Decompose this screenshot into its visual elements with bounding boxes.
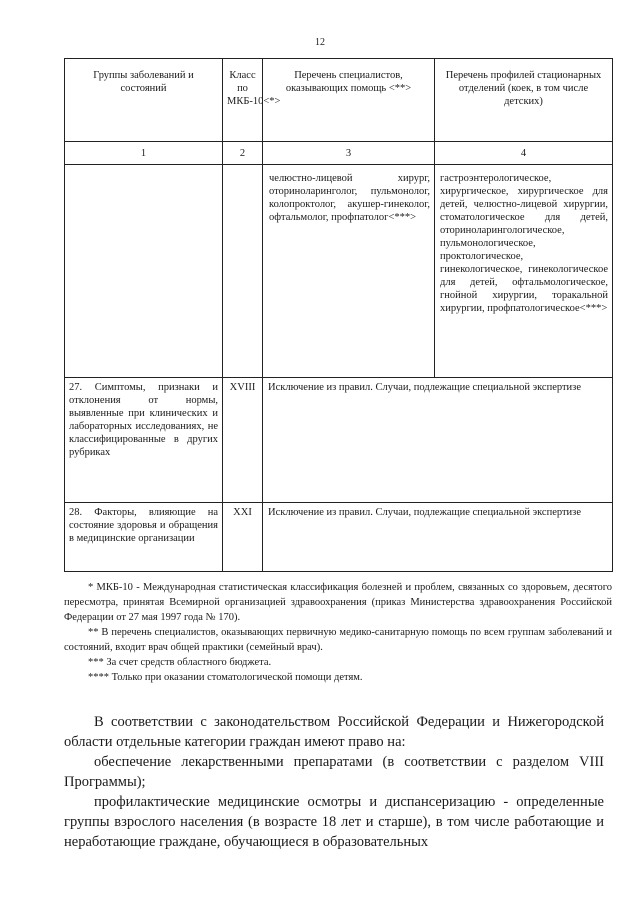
body-text [64, 712, 604, 852]
empty-cell [223, 165, 263, 378]
header-inpatient-profiles: Перечень профилей стационарных отделений (коек, в том числе детских) [435, 59, 613, 142]
table-row [65, 378, 613, 503]
column-number: 3 [263, 142, 435, 165]
disease-group-cell: 28. Факторы, влияющие на состояние здоровья и обращения в медицинские организации [65, 503, 223, 572]
page-number: 12 [315, 37, 325, 48]
paragraph: обеспечение лекарственными препаратами (в соответствии с разделом VIII Программы); [64, 754, 604, 790]
continuation-row [65, 165, 613, 378]
footnotes [64, 580, 612, 685]
column-number-row [65, 142, 613, 165]
table-row [65, 503, 613, 572]
paragraph: профилактические медицинские осмотры и диспансеризацию - определенные группы взрослого населения (в возрасте 18 лет и старше), в том числе работающие и неработающие граждане, обучающиеся в образовательных [64, 794, 604, 850]
exception-cell: Исключение из правил. Случаи, подлежащие специальной экспертизе [263, 503, 613, 572]
footnote: **** Только при оказании стоматологической помощи детям. [88, 672, 363, 683]
table-header-row [65, 59, 613, 142]
header-disease-groups: Группы заболеваний и состояний [65, 59, 223, 142]
column-number: 2 [223, 142, 263, 165]
footnote: *** За счет средств областного бюджета. [88, 657, 272, 668]
header-icd-class: Класс по МКБ-10<*> [223, 59, 263, 142]
column-number: 4 [435, 142, 613, 165]
disease-group-cell: 27. Симптомы, признаки и отклонения от нормы, выявленные при клинических и лабораторных исследованиях, не классифицированные в других рубриках [65, 378, 223, 503]
profiles-cell: гастроэнтерологическое, хирургическое, хирургическое для детей, челюстно-лицевой хирургии, стоматологическое для детей, оториноларингологическое, пульмонологическое, проктологическое, гинекологическое, гинекологическое для детей, офтальмологическое, гнойной хирургии, торакальной хирургии, профпатологическое<***> [435, 165, 613, 378]
icd-class-cell: XVIII [223, 378, 263, 503]
specialists-cell: челюстно-лицевой хирург, оториноларинголог, пульмонолог, колопроктолог, акушер-гинеколог, офтальмолог, профпатолог<***> [263, 165, 435, 378]
disease-groups-table [64, 58, 613, 572]
header-specialists: Перечень специалистов, оказывающих помощь <**> [263, 59, 435, 142]
paragraph: В соответствии с законодательством Российской Федерации и Нижегородской области отдельные категории граждан имеют право на: [64, 714, 604, 750]
column-number: 1 [65, 142, 223, 165]
icd-class-cell: XXI [223, 503, 263, 572]
footnote: ** В перечень специалистов, оказывающих первичную медико-санитарную помощь по всем группам заболеваний и состояний, входит врач общей практики (семейный врач). [64, 627, 612, 653]
empty-cell [65, 165, 223, 378]
footnote: * МКБ-10 - Международная статистическая классификация болезней и проблем, связанных со здоровьем, десятого пересмотра, принятая Всемирной организацией здравоохранения (приказ Министерства здравоохранения Российской Федерации от 27 мая 1997 года № 170). [64, 582, 612, 623]
exception-cell: Исключение из правил. Случаи, подлежащие специальной экспертизе [263, 378, 613, 503]
